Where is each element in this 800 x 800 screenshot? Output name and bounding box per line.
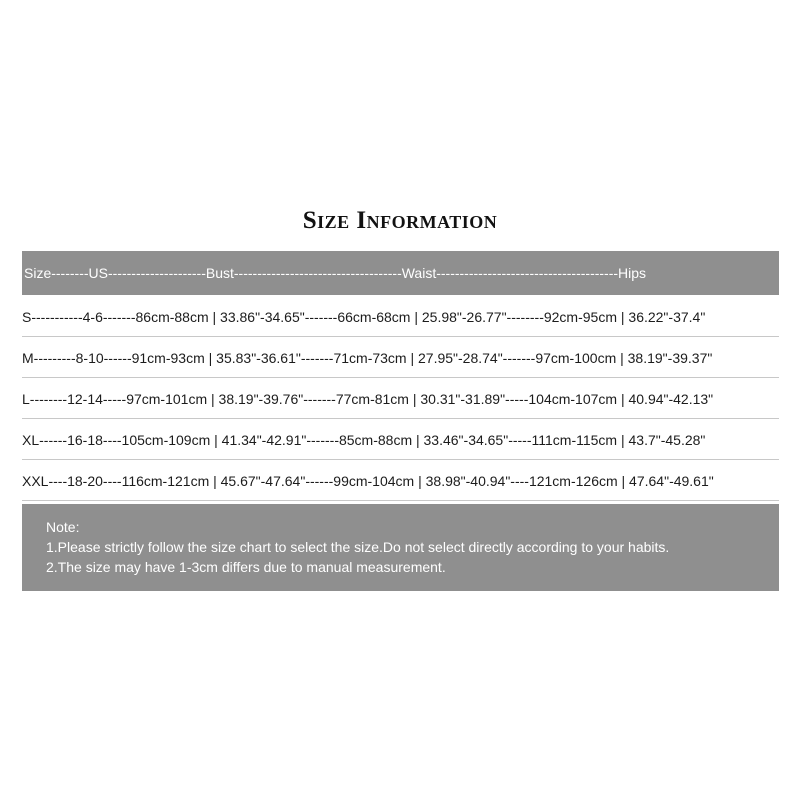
size-table-header: Size--------US---------------------Bust------------------------------------Waist---------------------------------------Hips (22, 251, 779, 295)
note-line-1: 1.Please strictly follow the size chart to select the size.Do not select directly according to your habits. (46, 539, 670, 555)
page-title: Size Information (302, 207, 498, 234)
size-row-s: S-----------4-6-------86cm-88cm | 33.86"-34.65"-------66cm-68cm | 25.98"-26.77"--------92cm-95cm | 36.22"-37.4" (22, 296, 779, 337)
note-heading: Note: (46, 519, 80, 535)
note-line-2: 2.The size may have 1-3cm differs due to manual measurement. (46, 559, 446, 575)
size-table-body (22, 296, 779, 501)
size-row-xl: XL------16-18----105cm-109cm | 41.34"-42.91"-------85cm-88cm | 33.46"-34.65"-----111cm-115cm | 43.7"-45.28" (22, 419, 779, 460)
size-row-m: M---------8-10------91cm-93cm | 35.83"-36.61"-------71cm-73cm | 27.95"-28.74"-------97cm-100cm | 38.19"-39.37" (22, 337, 779, 378)
size-row-xxl: XXL----18-20----116cm-121cm | 45.67"-47.64"------99cm-104cm | 38.98"-40.94"----121cm-126cm | 47.64"-49.61" (22, 460, 779, 501)
size-row-l: L--------12-14-----97cm-101cm | 38.19"-39.76"-------77cm-81cm | 30.31"-31.89"-----104cm-107cm | 40.94"-42.13" (22, 378, 779, 419)
note-box (22, 504, 779, 591)
